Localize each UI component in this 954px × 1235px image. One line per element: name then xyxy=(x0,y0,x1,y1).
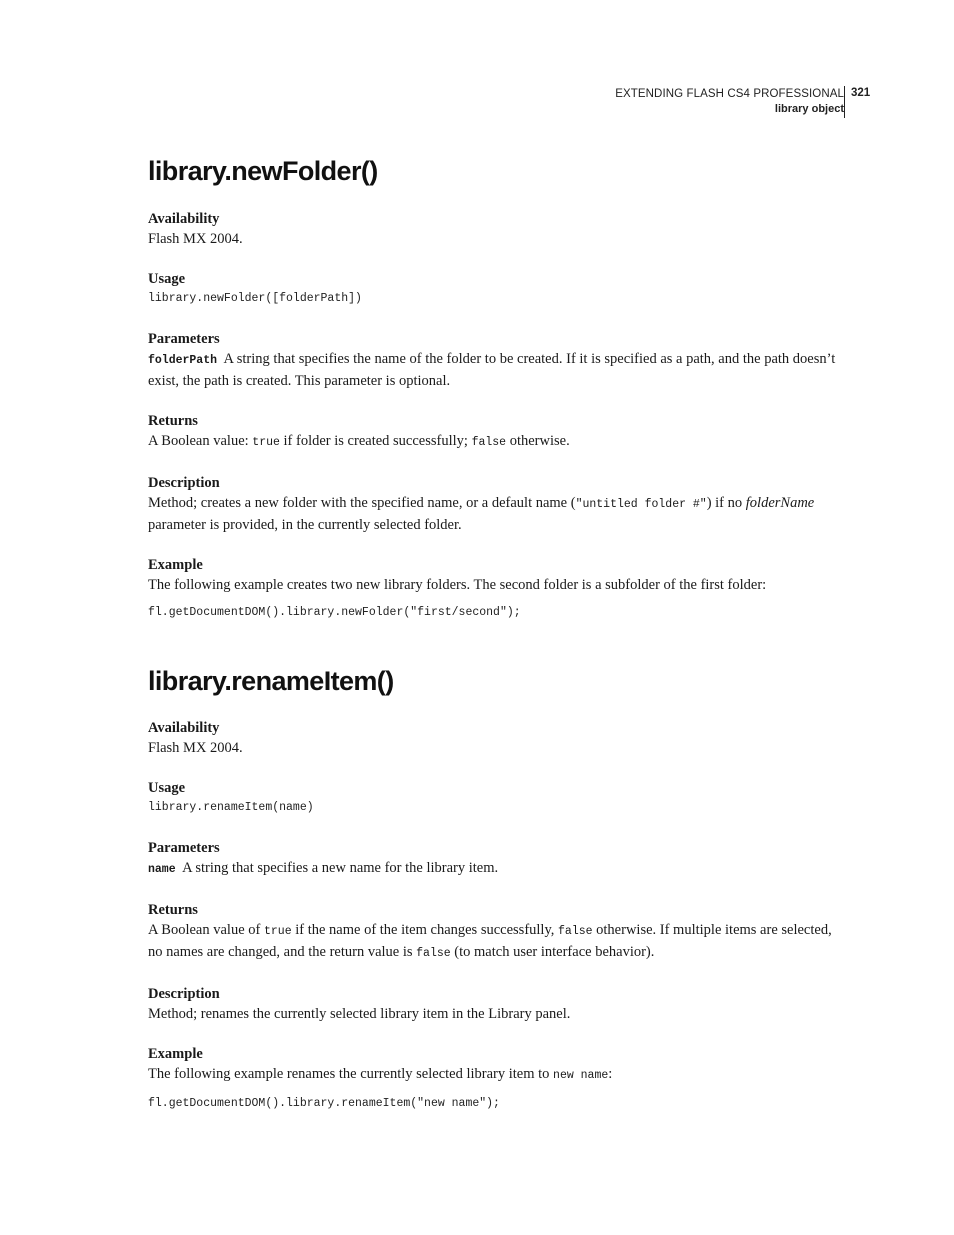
example-block xyxy=(148,1044,848,1114)
example-text xyxy=(148,1064,848,1086)
availability-text: Flash MX 2004. xyxy=(148,740,243,756)
example-block xyxy=(148,555,848,623)
returns-code: true xyxy=(252,436,280,449)
example-text: The following example creates two new library folders. The second folder is a subfolder of the first folder: xyxy=(148,577,767,593)
returns-label: Returns xyxy=(148,413,198,429)
description-part: Method; creates a new folder with the specified name, or a default name ( xyxy=(148,495,576,511)
description-code: "untitled folder #" xyxy=(575,498,707,511)
description-label: Description xyxy=(148,475,220,491)
returns-code: false xyxy=(558,925,593,938)
description-label: Description xyxy=(148,986,220,1002)
page-number: 321 xyxy=(851,87,871,99)
param-desc: A string that specifies the name of the folder to be created. If it is specified as a path, and the path doesn’t exist, the path is created. This parameter is optional. xyxy=(148,351,836,389)
example-code: fl.getDocumentDOM().library.renameItem("new name"); xyxy=(148,1097,500,1110)
returns-block xyxy=(148,900,848,964)
usage-label: Usage xyxy=(148,780,186,796)
usage-block xyxy=(148,778,848,818)
param-desc: A string that specifies a new name for the library item. xyxy=(182,860,499,876)
description-block xyxy=(148,984,848,1024)
availability-block xyxy=(148,718,848,758)
usage-block xyxy=(148,269,848,309)
description-text xyxy=(148,493,848,535)
availability-label: Availability xyxy=(148,720,220,736)
description-block xyxy=(148,473,848,535)
parameter-entry xyxy=(148,858,848,880)
description-text: Method; renames the currently selected library item in the Library panel. xyxy=(148,1006,571,1022)
header-divider xyxy=(844,86,845,118)
returns-block xyxy=(148,411,848,453)
example-label: Example xyxy=(148,557,203,573)
example-part: The following example renames the currently selected library item to xyxy=(148,1066,554,1082)
parameters-label: Parameters xyxy=(148,840,220,856)
section-renameitem xyxy=(148,665,848,1114)
description-part: ) if no xyxy=(706,495,746,511)
returns-code: true xyxy=(263,925,292,938)
section-title: library.newFolder() xyxy=(148,156,378,186)
parameter-entry xyxy=(148,349,848,391)
usage-label: Usage xyxy=(148,271,186,287)
section-title: library.renameItem() xyxy=(148,666,394,696)
description-part: parameter is provided, in the currently selected folder. xyxy=(148,517,462,533)
running-header xyxy=(615,86,844,116)
section-name: library object xyxy=(774,103,844,115)
description-italic: folderName xyxy=(745,495,815,511)
example-inline-code: new name xyxy=(553,1069,609,1082)
usage-code: library.newFolder([folderPath]) xyxy=(148,292,362,305)
parameters-label: Parameters xyxy=(148,331,220,347)
returns-text xyxy=(148,431,848,453)
usage-code: library.renameItem(name) xyxy=(148,801,314,814)
section-newfolder xyxy=(148,155,848,623)
example-code: fl.getDocumentDOM().library.newFolder("first/second"); xyxy=(148,606,521,619)
returns-label: Returns xyxy=(148,902,198,918)
book-title: EXTENDING FLASH CS4 PROFESSIONAL xyxy=(615,88,844,100)
example-label: Example xyxy=(148,1046,203,1062)
availability-block xyxy=(148,209,848,249)
parameters-block xyxy=(148,838,848,880)
example-part: : xyxy=(608,1066,613,1082)
returns-part: otherwise. If multiple items are selected, no names are changed, and the return value is xyxy=(148,922,832,960)
param-name: name xyxy=(148,863,176,876)
returns-part: (to match user interface behavior). xyxy=(450,944,655,960)
returns-part: if the name of the item changes successfully, xyxy=(291,922,559,938)
availability-text: Flash MX 2004. xyxy=(148,231,243,247)
param-name: folderPath xyxy=(148,354,218,367)
availability-label: Availability xyxy=(148,211,220,227)
returns-part: A Boolean value of xyxy=(148,922,264,938)
returns-text xyxy=(148,920,848,964)
returns-code: false xyxy=(471,436,507,449)
returns-part: otherwise. xyxy=(506,433,570,449)
returns-code: false xyxy=(416,947,451,960)
returns-part: A Boolean value: xyxy=(148,433,253,449)
parameters-block xyxy=(148,329,848,391)
returns-part: if folder is created successfully; xyxy=(279,433,472,449)
